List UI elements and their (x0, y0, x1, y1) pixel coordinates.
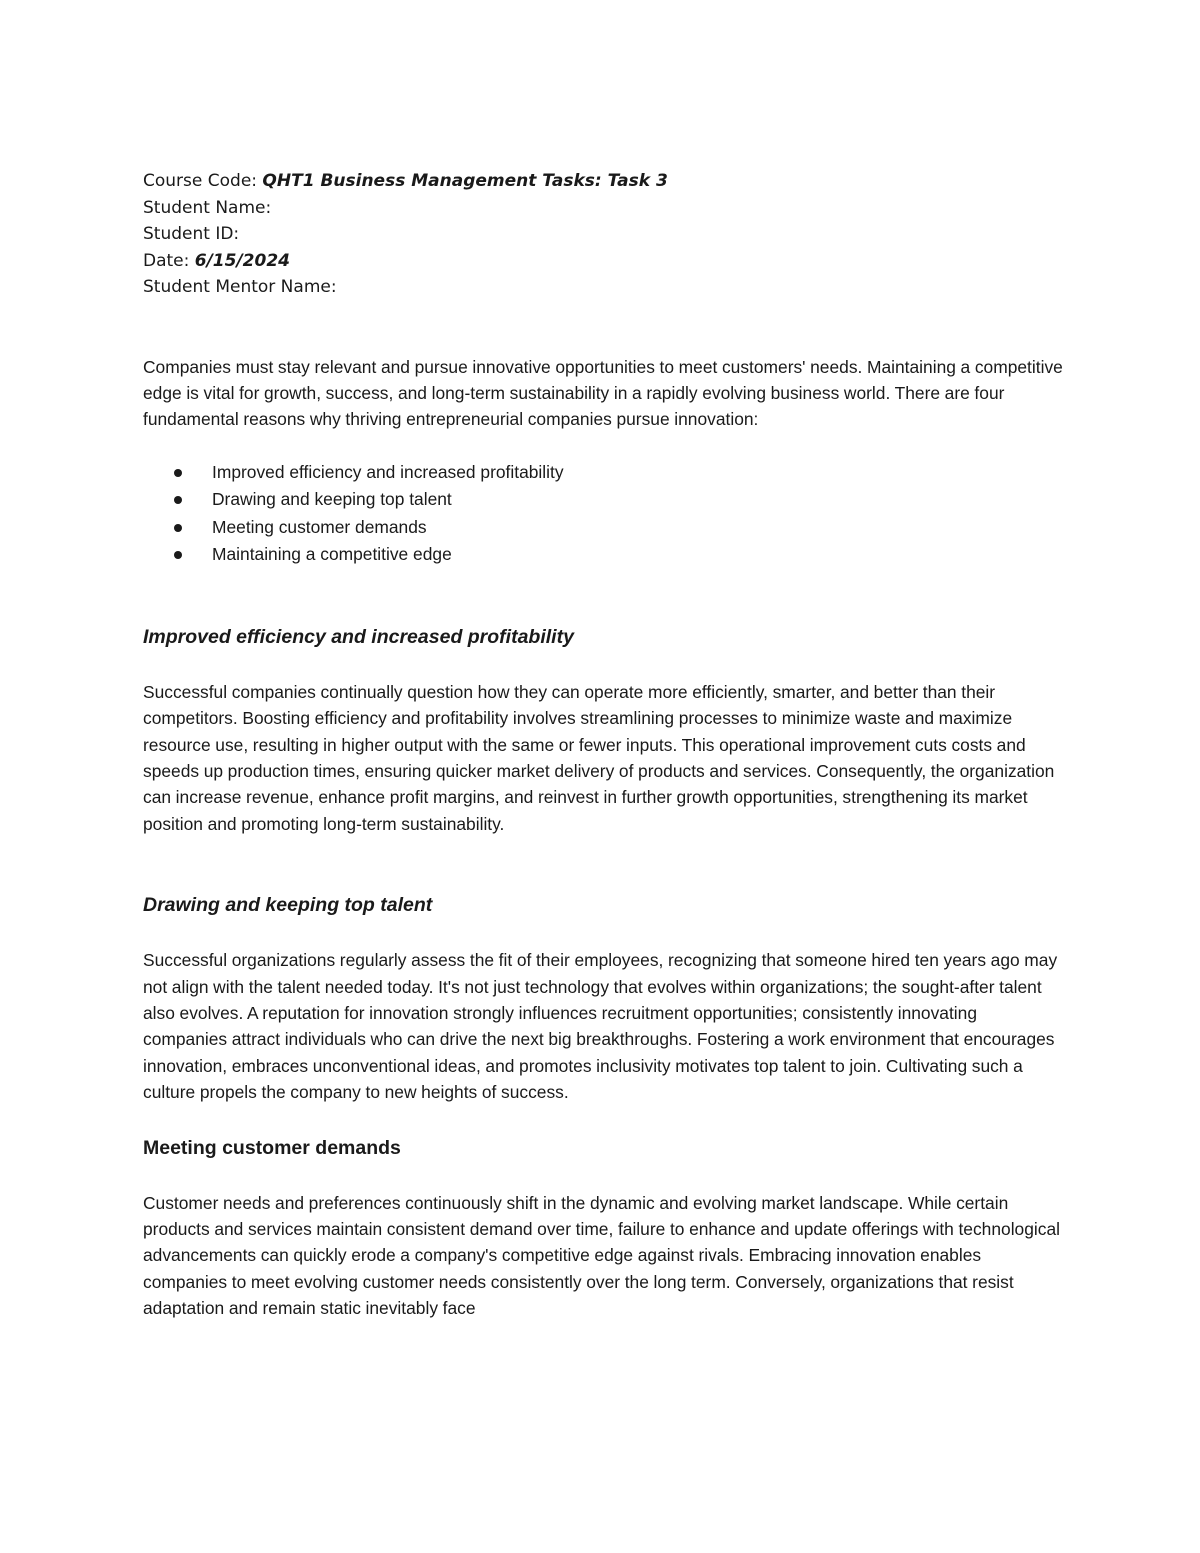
bullet-icon (174, 469, 182, 477)
list-item (143, 541, 1063, 569)
bullet-icon (174, 551, 182, 559)
course-code-value: QHT1 Business Management Tasks: Task 3 (262, 171, 668, 191)
student-name-line (143, 195, 1063, 222)
bullet-icon (174, 496, 182, 504)
list-item (143, 459, 1063, 487)
section-body-talent: Successful organizations regularly assess the fit of their employees, recognizing that someone hired ten years ago may not align with the talent needed today. It's not just technology that evolves within organizations; the sought-after talent also evolves. A reputation for innovation strongly influences recruitment opportunities; consistently innovating companies attract individuals who can drive the next big breakthroughs. Fostering a work environment that encourages innovation, embraces unconventional ideas, and promotes inclusivity motivates top talent to join. Cultivating such a culture propels the company to new heights of success. (143, 950, 1058, 1103)
list-item-text: Improved efficiency and increased profitability (212, 461, 564, 482)
section-heading-customer: Meeting customer demands (143, 1136, 401, 1159)
student-id-line (143, 221, 1063, 248)
bullet-icon (174, 524, 182, 532)
date-line (143, 248, 1063, 275)
list-item (143, 486, 1063, 514)
list-item-text: Drawing and keeping top talent (212, 489, 452, 510)
section-heading-talent: Drawing and keeping top talent (143, 894, 433, 917)
list-item (143, 514, 1063, 542)
course-code-line (143, 168, 1063, 195)
section-body-efficiency: Successful companies continually question how they can operate more efficiently, smarter, and better than their competitors. Boosting efficiency and profitability involves streamlining processes to minimize waste and maximize resource use, resulting in higher output with the same or fewer inputs. This operational improvement cuts costs and speeds up production times, ensuring quicker market delivery of products and services. Consequently, the organization can increase revenue, enhance profit margins, and reinvest in further growth opportunities, strengthening its market position and promoting long-term sustainability. (143, 681, 1055, 834)
document-page (143, 168, 1063, 1322)
date-value: 6/15/2024 (194, 250, 290, 271)
mentor-line (143, 274, 1063, 301)
course-code-label: Course Code: (143, 171, 263, 191)
reasons-list (143, 459, 1063, 569)
list-item-text: Maintaining a competitive edge (212, 544, 452, 565)
mentor-label: Student Mentor Name: (143, 277, 337, 297)
section-heading-efficiency: Improved efficiency and increased profitability (143, 625, 574, 648)
student-id-label: Student ID: (143, 224, 240, 244)
list-item-text: Meeting customer demands (212, 516, 427, 537)
date-label: Date: (143, 250, 195, 271)
section-body-customer: Customer needs and preferences continuously shift in the dynamic and evolving market landscape. While certain products and services maintain consistent demand over time, failure to enhance and update offerings with technological advancements can quickly erode a company's competitive edge against rivals. Embracing innovation enables companies to meet evolving customer needs consistently over the long term. Conversely, organizations that resist adaptation and remain static inevitably face (143, 1192, 1060, 1319)
student-name-label: Student Name: (143, 197, 272, 218)
intro-paragraph: Companies must stay relevant and pursue innovative opportunities to meet customers' needs. Maintaining a competitive edge is vital for growth, success, and long-term sustainability in a rapidly evolving business world. There are four fundamental reasons why thriving entrepreneurial companies pursue innovation: (143, 356, 1063, 430)
